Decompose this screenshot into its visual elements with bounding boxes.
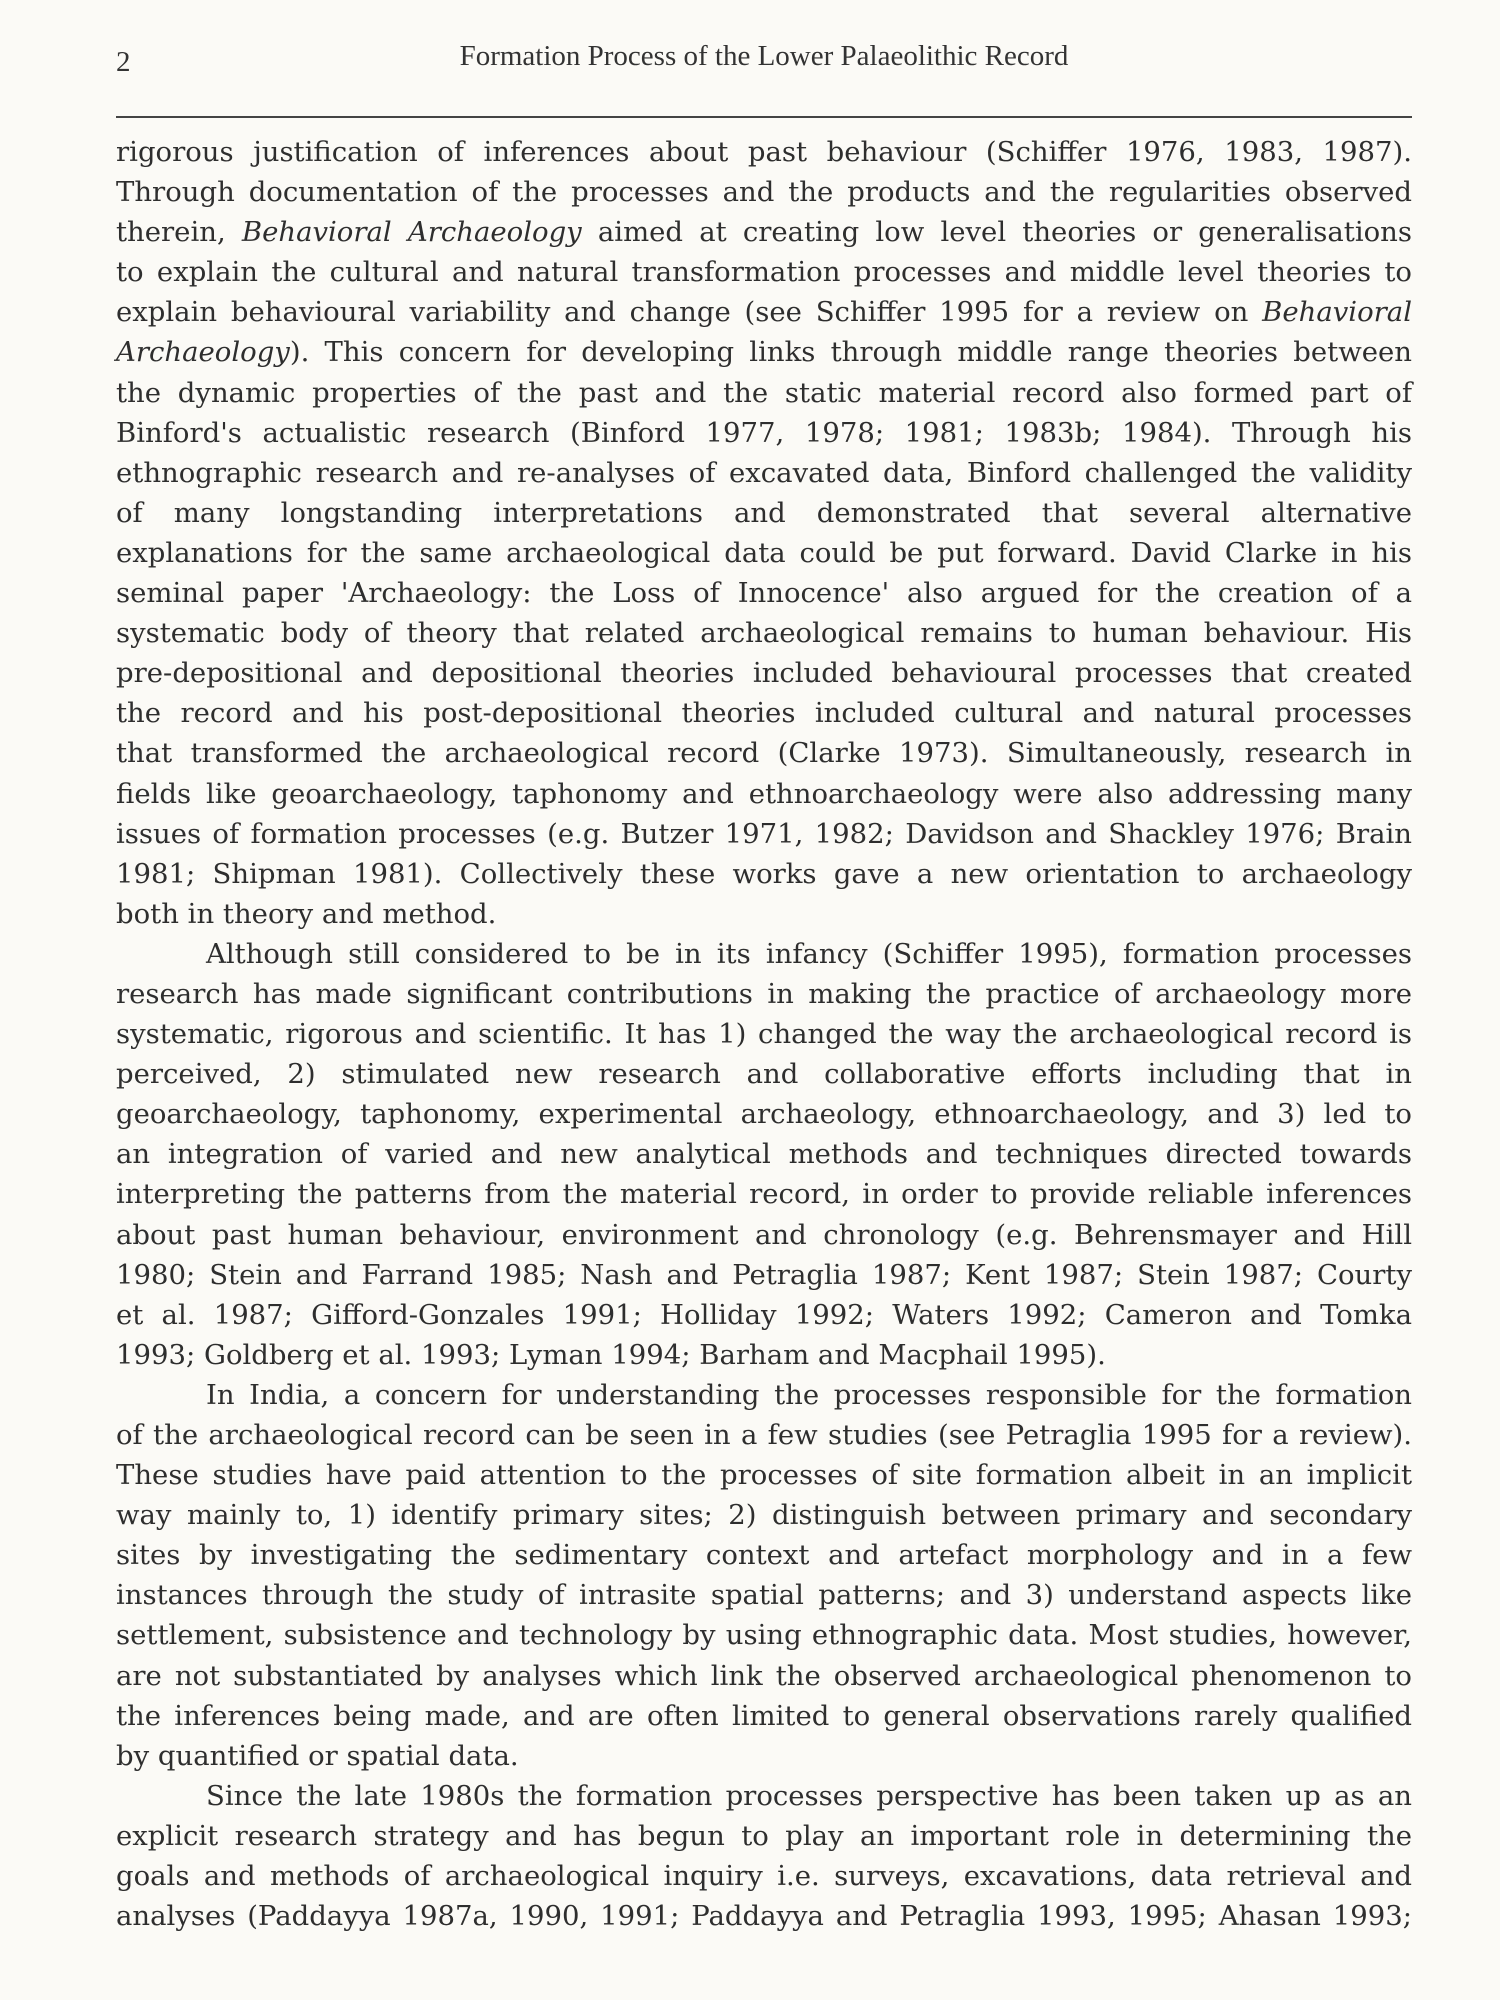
text-line: explain behavioural variability and change (see Schiffer 1995 for a review on Behavioral [116,296,1412,329]
text-line: an integration of varied and new analytical methods and techniques directed towards [116,1138,1412,1171]
text-line: systematic, rigorous and scientific. It has 1) changed the way the archaeological record is [116,1018,1412,1051]
text-line: therein, Behavioral Archaeology aimed at creating low level theories or generalisations [116,216,1413,249]
text-line: by quantified or spatial data. [116,1739,519,1772]
text-line: ethnographic research and re-analyses of excavated data, Binford challenged the validity [116,456,1412,489]
text-line: the dynamic properties of the past and the static material record also formed part of [116,376,1412,409]
text-line: 1980; Stein and Farrand 1985; Nash and Petraglia 1987; Kent 1987; Stein 1987; Courty [116,1258,1412,1291]
text-line: settlement, subsistence and technology by using ethnographic data. Most studies, however, [116,1619,1412,1652]
text-line: the inferences being made, and are often limited to general observations rarely qualified [116,1699,1412,1732]
text-line: rigorous justification of inferences about past behaviour (Schiffer 1976, 1983, 1987). [116,136,1412,168]
running-head [116,40,1412,80]
paragraph [116,132,1412,934]
text-line: Binford's actualistic research (Binford 1977, 1978; 1981; 1983b; 1984). Through his [116,416,1412,449]
text-line: Although still considered to be in its infancy (Schiffer 1995), formation processes [206,937,1412,970]
text-line: Since the late 1980s the formation processes perspective has been taken up as an [206,1779,1412,1812]
page-number: 2 [116,46,131,78]
text-line: 1993; Goldberg et al. 1993; Lyman 1994; Barham and Macphail 1995). [116,1338,1106,1371]
text-line: fields like geoarchaeology, taphonomy and ethnoarchaeology were also addressing many [116,777,1412,810]
running-title: Formation Process of the Lower Palaeolithic Record [459,40,1069,72]
text-line: In India, a concern for understanding the processes responsible for the formation [206,1378,1412,1411]
text-line: perceived, 2) stimulated new research and collaborative efforts including that in [116,1058,1412,1091]
text-line: sites by investigating the sedimentary context and artefact morphology and in a few [116,1539,1412,1572]
text-line: geoarchaeology, taphonomy, experimental archaeology, ethnoarchaeology, and 3) led to [116,1098,1412,1131]
text-line: to explain the cultural and natural transformation processes and middle level theories to [116,256,1412,289]
text-line: of many longstanding interpretations and demonstrated that several alternative [116,496,1412,529]
text-line: issues of formation processes (e.g. Butzer 1971, 1982; Davidson and Shackley 1976; Brain [116,817,1412,850]
text-line: that transformed the archaeological record (Clarke 1973). Simultaneously, research in [116,737,1412,770]
text-line: explanations for the same archaeological data could be put forward. David Clarke in his [116,536,1412,569]
body-text [116,132,1412,1936]
text-line: research has made significant contributions in making the practice of archaeology more [116,977,1412,1010]
text-line: about past human behaviour, environment and chronology (e.g. Behrensmayer and Hill [116,1218,1412,1251]
text-line: the record and his post-depositional theories included cultural and natural processes [116,697,1412,730]
paragraph [116,1375,1412,1776]
header-rule [116,116,1412,118]
text-line: of the archaeological record can be seen in a few studies (see Petraglia 1995 for a review). [116,1419,1412,1451]
paragraph [116,934,1412,1375]
text-line: et al. 1987; Gifford-Gonzales 1991; Holliday 1992; Waters 1992; Cameron and Tomka [116,1298,1412,1331]
text-line: both in theory and method. [116,897,497,930]
text-line: Through documentation of the processes and the products and the regularities observed [116,176,1412,209]
text-line: analyses (Paddayya 1987a, 1990, 1991; Paddayya and Petraglia 1993, 1995; Ahasan 1993; [116,1900,1412,1933]
paragraph [116,1776,1412,1936]
text-line: systematic body of theory that related archaeological remains to human behaviour. His [116,617,1412,650]
text-line: way mainly to, 1) identify primary sites; 2) distinguish between primary and secondary [116,1499,1412,1532]
text-line: instances through the study of intrasite spatial patterns; and 3) understand aspects like [116,1579,1412,1612]
text-line: seminal paper 'Archaeology: the Loss of Innocence' also argued for the creation of a [116,577,1412,610]
text-line: Archaeology). This concern for developing links through middle range theories between [116,336,1412,369]
text-line: are not substantiated by analyses which link the observed archaeological phenomenon to [116,1659,1412,1692]
text-line: interpreting the patterns from the material record, in order to provide reliable inferences [116,1178,1412,1211]
text-line: pre-depositional and depositional theories included behavioural processes that created [116,657,1412,690]
text-line: 1981; Shipman 1981). Collectively these works gave a new orientation to archaeology [116,857,1412,890]
text-line: These studies have paid attention to the processes of site formation albeit in an implicit [116,1459,1412,1492]
text-line: explicit research strategy and has begun to play an important role in determining the [116,1819,1412,1852]
text-line: goals and methods of archaeological inquiry i.e. surveys, excavations, data retrieval and [116,1860,1412,1893]
